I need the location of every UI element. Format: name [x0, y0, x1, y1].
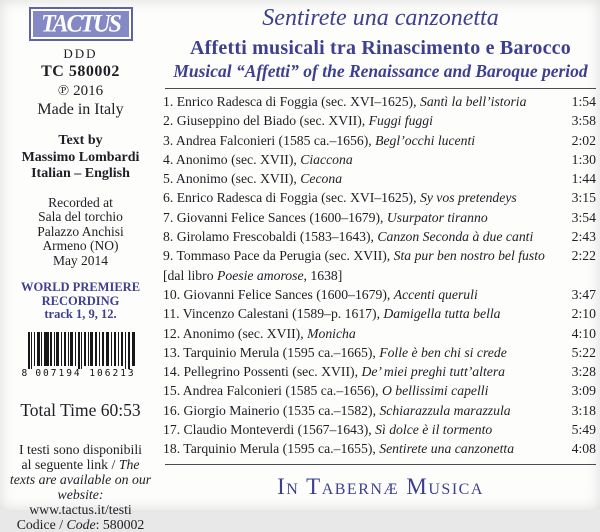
track-row-4: [163, 150, 596, 169]
text-by-credit: [0, 133, 161, 183]
barcode: [22, 332, 140, 380]
phonogram-year: ℗ 2016: [57, 83, 104, 99]
track-artist: 8. Girolamo Frescobaldi (1583–1643),: [163, 229, 378, 245]
text-by-languages: Italian – English: [31, 166, 130, 181]
header-divider: [165, 88, 596, 89]
testi-line2: [0, 457, 161, 472]
track-artist: 2. Giuseppino del Biado (sec. XVII),: [163, 113, 369, 129]
track-title: Canzon Seconda à due canti: [377, 229, 534, 245]
premiere-tracks: track 1, 9, 12.: [44, 307, 117, 321]
track-artist: 4. Anonimo (sec. XVII),: [163, 151, 301, 167]
track-row-10: [163, 285, 596, 304]
code-line-number: : 580002: [95, 516, 145, 532]
track-artist: 17. Claudio Monteverdi (1567–1643),: [163, 422, 376, 438]
texts-availability-note: [0, 442, 161, 532]
track-artist: 13. Tarquinio Merula (1595 ca.–1665),: [163, 344, 380, 360]
tactus-logo-text: TACTUS: [41, 10, 120, 38]
track-text: [163, 246, 545, 265]
track-text: [163, 381, 488, 400]
track-text: [163, 362, 505, 381]
label-panel: [0, 0, 161, 532]
track-title: Accenti queruli: [393, 286, 478, 302]
track-row-11: [163, 304, 596, 323]
text-by-line: Text by: [58, 133, 103, 148]
track-row-14: [163, 362, 596, 381]
track-text: [163, 150, 353, 169]
track-text: [163, 401, 511, 420]
track-9-source-note: [163, 266, 596, 285]
track-title: Folle è ben chi si crede: [379, 344, 507, 360]
track-row-16: [163, 401, 596, 420]
testi-line2-italic: The: [118, 456, 140, 472]
track-title: De’ miei preghi tutt’altera: [361, 364, 506, 380]
track-artist: 15. Andrea Falconieri (1585 ca.–1656),: [163, 383, 382, 399]
testi-line1: I testi sono disponibili: [18, 441, 143, 457]
track-row-8: [163, 227, 596, 246]
note-post: , 1638]: [303, 267, 343, 283]
track-title: O bellissimi capelli: [381, 383, 489, 399]
track-text: [163, 92, 526, 111]
track-title: Begl’occhi lucenti: [375, 132, 476, 148]
recording-credit: [0, 196, 161, 269]
code-line: [0, 517, 161, 532]
recorded-building: Palazzo Anchisi: [37, 223, 124, 239]
track-artist: 5. Anonimo (sec. XVII),: [163, 171, 301, 187]
album-title: Sentirete una canzonetta: [262, 5, 499, 31]
track-text: [163, 420, 492, 439]
track-time: 5:22: [571, 344, 596, 360]
track-text: [163, 439, 514, 458]
track-row-13: [163, 343, 596, 362]
track-title: Fuggi fuggi: [368, 113, 433, 129]
footer-divider: [165, 464, 596, 465]
track-title: Santì la bell’istoria: [419, 94, 527, 109]
track-time: 1:30: [571, 151, 596, 167]
content-panel: [161, 0, 600, 510]
track-row-1: [163, 92, 596, 111]
track-title: Sentirete una canzonetta: [379, 441, 515, 457]
track-time: 3:47: [571, 286, 596, 302]
track-row-15: [163, 381, 596, 400]
website-url: www.tactus.it/testi: [29, 501, 132, 517]
track-time: 4:10: [571, 325, 596, 341]
recorded-at-line: Recorded at: [48, 194, 113, 210]
track-time: 3:09: [571, 383, 596, 399]
catalog-number: TC 580002: [41, 63, 120, 80]
track-time: 1:54: [571, 94, 596, 109]
track-row-5: [163, 169, 596, 188]
ensemble-name: In Tabernæ Musica: [277, 473, 484, 499]
track-list: [161, 92, 600, 459]
barcode-digit-lead: 8: [22, 369, 32, 379]
album-subtitle-english: Musical “Affetti” of the Renaissance and Baroque period: [173, 61, 588, 81]
track-artist: 12. Anonimo (sec. XVII),: [163, 325, 308, 341]
premiere-line1: WORLD PREMIERE: [20, 280, 141, 294]
track-row-2: [163, 111, 596, 130]
track-text: [163, 169, 342, 188]
track-text: [163, 111, 433, 130]
format-ddd: DDD: [63, 46, 98, 61]
barcode-digits-left: 007194: [35, 367, 82, 379]
track-time: 2:43: [571, 229, 596, 245]
tactus-logo: [29, 7, 133, 41]
track-row-12: [163, 324, 596, 343]
album-header: [161, 5, 600, 81]
track-artist: 6. Enrico Radesca di Foggia (sec. XVI–1625),: [163, 190, 420, 206]
track-artist: 18. Tarquinio Merula (1595 ca.–1655),: [163, 441, 380, 457]
recorded-venue: Sala del torchio: [38, 209, 123, 224]
barcode-digits: [22, 369, 140, 379]
track-text: [163, 304, 501, 323]
premiere-line2: RECORDING: [41, 293, 120, 308]
track-title: Damigella tutta bella: [383, 306, 501, 322]
track-artist: 16. Giorgio Mainerio (1535 ca.–1582),: [163, 402, 380, 418]
track-title: Schiarazzula marazzula: [379, 402, 511, 418]
track-title: Monicha: [307, 325, 356, 341]
track-time: 5:49: [571, 422, 596, 438]
track-time: 2:02: [571, 132, 596, 148]
album-subtitle-italian: Affetti musicali tra Rinascimento e Barocco: [190, 37, 571, 59]
track-time: 2:22: [571, 248, 596, 264]
track-artist: 14. Pellegrino Possenti (sec. XVII),: [163, 364, 362, 380]
track-row-7: [163, 208, 596, 227]
track-text: [163, 188, 517, 207]
recorded-date: May 2014: [52, 252, 109, 268]
testi-line3: texts are available on our: [9, 471, 152, 487]
track-time: 4:08: [571, 441, 596, 457]
track-artist: 9. Tommaso Pace da Perugia (sec. XVII),: [163, 248, 394, 264]
track-text: [163, 285, 478, 304]
track-row-6: [163, 188, 596, 207]
testi-line2-roman: al seguente link /: [21, 456, 119, 472]
track-time: 1:44: [571, 171, 596, 187]
track-text: [163, 324, 356, 343]
track-artist: 3. Andrea Falconieri (1585 ca.–1656),: [163, 132, 376, 148]
track-title: Sì dolce è il tormento: [375, 422, 493, 438]
track-text: [163, 343, 507, 362]
track-row-9: [163, 246, 596, 265]
recorded-city: Armeno (NO): [42, 238, 119, 253]
track-text: [163, 131, 475, 150]
track-text: [163, 208, 488, 227]
world-premiere-note: [0, 281, 161, 322]
made-in-italy: Made in Italy: [37, 101, 124, 118]
text-by-author: Massimo Lombardi: [21, 149, 140, 165]
track-artist: 10. Giovanni Felice Sances (1600–1679),: [163, 286, 394, 302]
track-title: Ciaccona: [300, 151, 353, 167]
track-time: 3:28: [571, 364, 596, 380]
track-title: Sy vos pretendeys: [419, 190, 517, 206]
track-title: Usurpator tiranno: [386, 209, 488, 225]
track-time: 3:54: [571, 209, 596, 225]
track-text: [163, 227, 533, 246]
note-book-title: Poesie amorose: [216, 267, 304, 283]
track-row-17: [163, 420, 596, 439]
track-artist: 1. Enrico Radesca di Foggia (sec. XVI–1625),: [163, 94, 420, 109]
track-artist: 7. Giovanni Felice Sances (1600–1679),: [163, 209, 387, 225]
track-time: 3:15: [571, 190, 596, 206]
track-row-3: [163, 131, 596, 150]
testi-line4: website:: [57, 486, 104, 502]
barcode-digits-right: 106213: [89, 367, 136, 379]
track-time: 2:10: [571, 306, 596, 322]
code-line-italic: Code: [66, 516, 96, 532]
track-row-18: [163, 439, 596, 458]
track-time: 3:58: [571, 113, 596, 129]
track-artist: 11. Vincenzo Calestani (1589–p. 1617),: [163, 306, 384, 322]
track-title: Sta pur ben nostro bel fusto: [393, 248, 545, 264]
code-line-roman: Codice /: [16, 516, 67, 532]
track-title: Cecona: [300, 171, 343, 187]
total-time: Total Time 60:53: [20, 399, 141, 420]
track-time: 3:18: [571, 402, 596, 418]
note-pre: [dal libro: [163, 267, 217, 283]
